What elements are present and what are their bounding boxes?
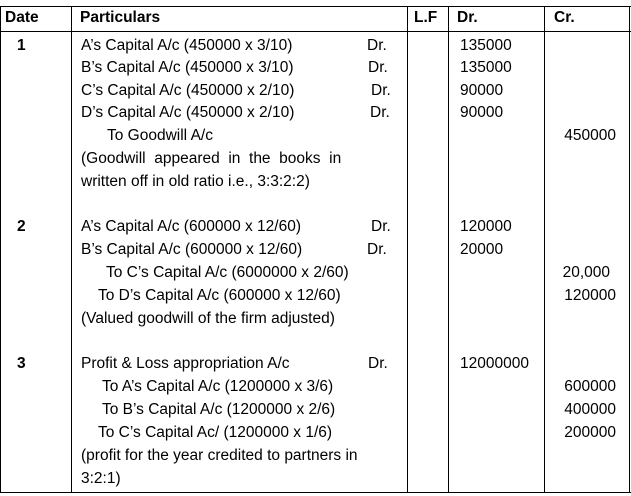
- particulars-line: To B’s Capital A/c (1200000 x 2/6): [102, 401, 336, 418]
- particulars-line: C’s Capital A/c (450000 x 2/10): [81, 82, 295, 99]
- header-date: Date: [5, 9, 39, 26]
- column-border-particulars: [407, 6, 408, 493]
- header-particulars: Particulars: [80, 9, 161, 26]
- debit-amount: 90000: [460, 82, 504, 99]
- credit-amount: 120000: [564, 287, 616, 304]
- credit-amount: 200000: [564, 424, 616, 441]
- debit-marker: Dr.: [367, 241, 387, 258]
- particulars-line: To Goodwill A/c: [107, 127, 213, 144]
- particulars-line: To A’s Capital A/c (1200000 x 3/6): [102, 378, 334, 395]
- entry-date: 3: [17, 355, 26, 372]
- particulars-line: To C’s Capital A/c (6000000 x 2/60): [106, 264, 349, 281]
- debit-amount: 120000: [460, 218, 512, 235]
- credit-amount: 400000: [564, 401, 616, 418]
- column-border-right: [629, 6, 630, 493]
- debit-marker: Dr.: [367, 37, 387, 54]
- column-border-lf: [448, 6, 449, 493]
- debit-marker: Dr.: [368, 59, 388, 76]
- debit-marker: Dr.: [368, 355, 388, 372]
- header-lf: L.F: [414, 9, 438, 26]
- entry-date: 1: [17, 37, 26, 54]
- narration-line: written off in old ratio i.e., 3:3:2:2): [81, 173, 310, 190]
- debit-marker: Dr.: [371, 82, 391, 99]
- credit-amount: 20,000: [562, 264, 610, 281]
- debit-amount: 90000: [460, 104, 504, 121]
- credit-amount: 450000: [564, 127, 616, 144]
- narration-line: (Goodwill appeared in the books in: [81, 150, 342, 167]
- header-cr: Cr.: [554, 9, 575, 26]
- particulars-line: A’s Capital A/c (600000 x 12/60): [81, 218, 302, 235]
- narration-line: 3:2:1): [81, 470, 121, 487]
- column-border-dr: [544, 6, 545, 493]
- debit-amount: 135000: [460, 37, 512, 54]
- particulars-line: B’s Capital A/c (450000 x 3/10): [81, 59, 294, 76]
- debit-amount: 12000000: [460, 355, 529, 372]
- narration-line: (profit for the year credited to partners in: [81, 447, 358, 464]
- debit-amount: 20000: [460, 241, 504, 258]
- narration-line: (Valued goodwill of the firm adjusted): [81, 310, 335, 327]
- particulars-line: Profit & Loss appropriation A/c: [81, 355, 290, 372]
- particulars-line: A’s Capital A/c (450000 x 3/10): [81, 37, 293, 54]
- debit-marker: Dr.: [370, 104, 390, 121]
- debit-marker: Dr.: [371, 218, 391, 235]
- credit-amount: 600000: [564, 378, 616, 395]
- header-dr: Dr.: [457, 9, 478, 26]
- table-border-bottom: [0, 492, 631, 493]
- column-border-date: [71, 6, 72, 493]
- particulars-line: B’s Capital A/c (600000 x 12/60): [81, 241, 303, 258]
- particulars-line: To C’s Capital Ac/ (1200000 x 1/6): [98, 424, 333, 441]
- debit-amount: 135000: [460, 59, 512, 76]
- particulars-line: D’s Capital A/c (450000 x 2/10): [81, 104, 295, 121]
- header-divider: [0, 31, 631, 32]
- column-border-left: [0, 6, 1, 493]
- entry-date: 2: [17, 218, 26, 235]
- particulars-line: To D’s Capital A/c (600000 x 12/60): [98, 287, 341, 304]
